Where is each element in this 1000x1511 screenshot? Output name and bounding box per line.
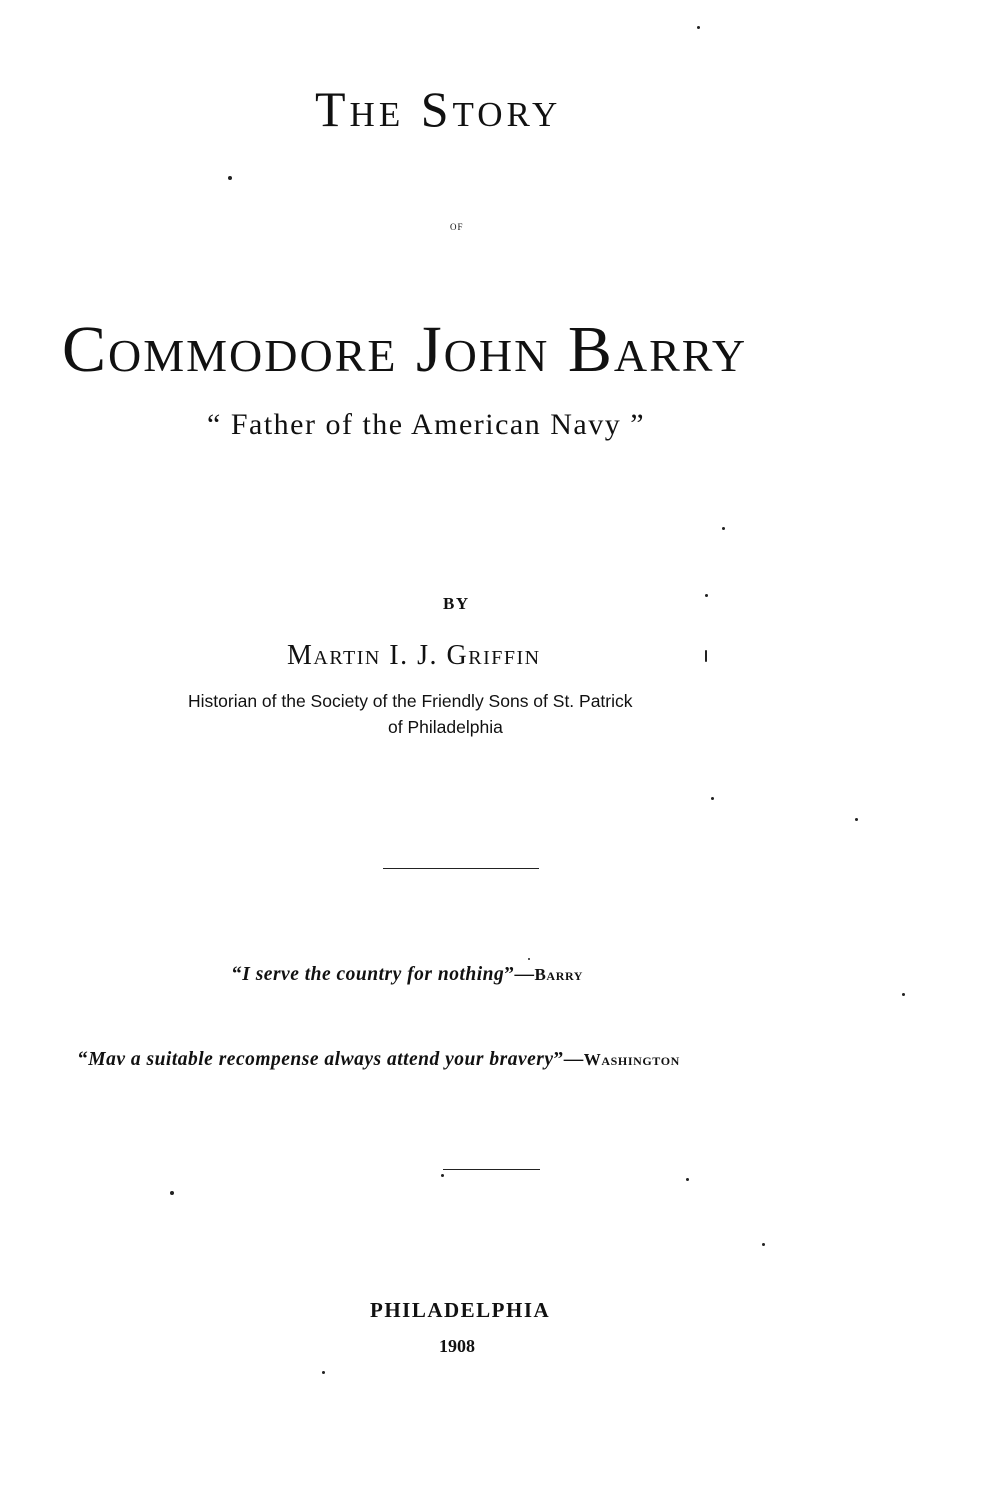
divider-rule xyxy=(443,1169,540,1170)
scan-speck xyxy=(711,797,714,800)
by-label: BY xyxy=(443,594,470,613)
scan-speck xyxy=(170,1191,174,1195)
epigraph-washington xyxy=(78,1049,680,1071)
divider-rule xyxy=(383,868,539,869)
author-name: Martin I. J. Griffin xyxy=(287,640,541,671)
scan-speck xyxy=(705,594,708,597)
scan-speck xyxy=(697,26,700,29)
scan-speck xyxy=(228,176,232,180)
imprint-year: 1908 xyxy=(439,1336,475,1356)
quote-close-mark: ”— xyxy=(553,1049,584,1070)
scan-speck xyxy=(762,1243,765,1246)
scan-speck xyxy=(855,818,858,821)
epigraph-barry xyxy=(232,964,583,986)
quote-close-mark: ”— xyxy=(504,964,535,985)
imprint-city: PHILADELPHIA xyxy=(370,1298,551,1322)
subtitle: “ Father of the American Navy ” xyxy=(207,408,646,441)
author-affiliation-line-2: of Philadelphia xyxy=(388,717,503,737)
scan-speck xyxy=(902,993,905,996)
scan-speck xyxy=(322,1371,325,1374)
quote-open-mark: “ xyxy=(232,964,243,985)
title-line-1: The Story xyxy=(315,81,562,137)
main-title: Commodore John Barry xyxy=(62,313,748,386)
quote-open-mark: “ xyxy=(78,1049,89,1070)
scan-speck xyxy=(441,1174,444,1177)
epigraph-quote: Mav a suitable recompense always attend your bravery xyxy=(88,1049,554,1070)
scan-speck xyxy=(705,650,707,662)
scan-speck xyxy=(722,527,725,530)
author-affiliation-line-1: Historian of the Society of the Friendly Sons of St. Patrick xyxy=(188,691,633,711)
title-of: of xyxy=(450,218,464,233)
epigraph-quote: I serve the country for nothing xyxy=(242,964,505,985)
scan-speck xyxy=(686,1178,689,1181)
epigraph-attribution: Barry xyxy=(534,965,584,984)
epigraph-attribution: Washington xyxy=(583,1050,680,1069)
scan-speck xyxy=(528,958,530,960)
